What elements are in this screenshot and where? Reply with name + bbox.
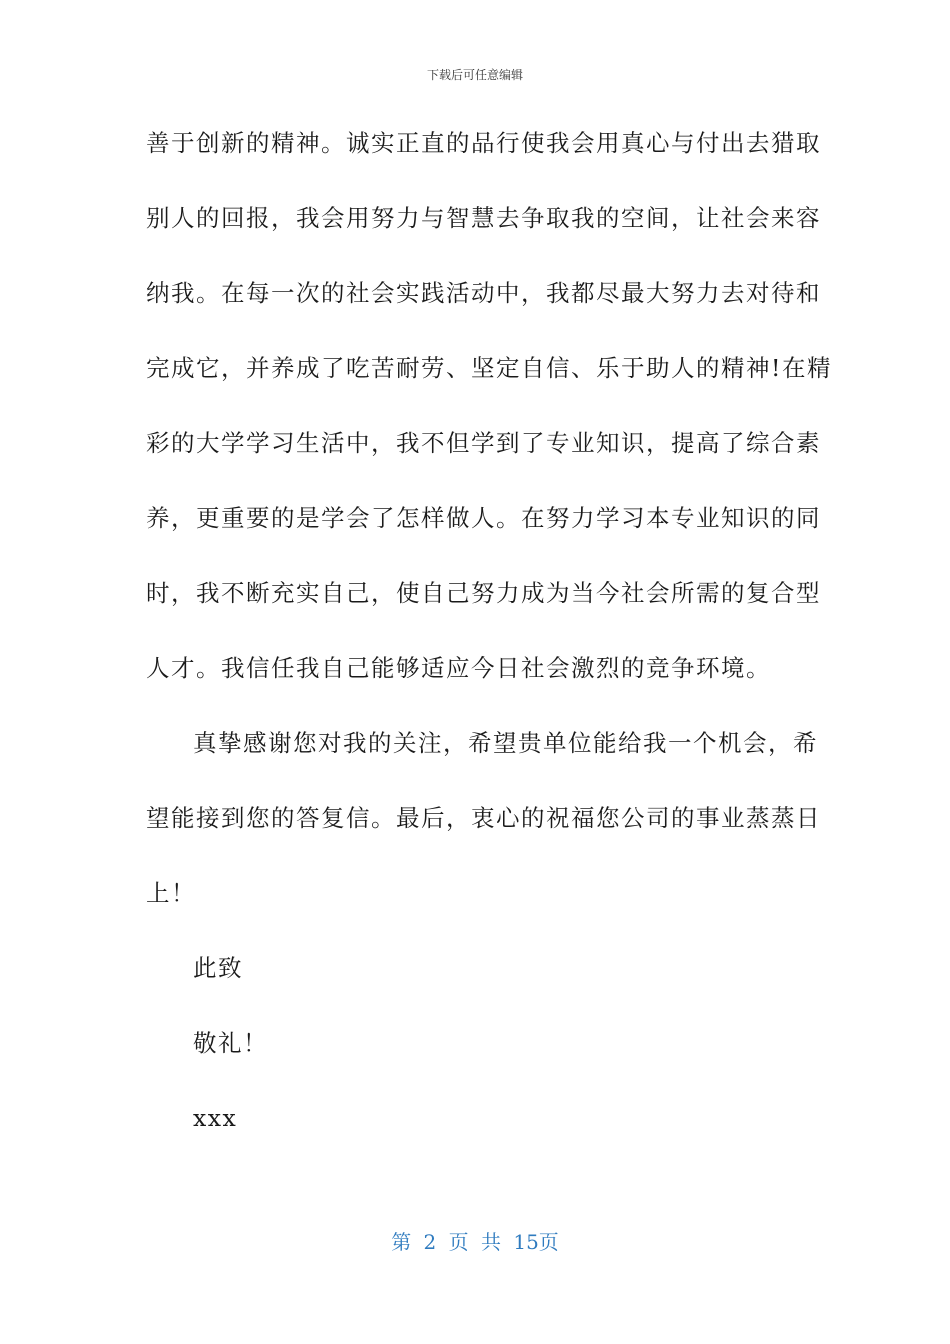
paragraph-line: 上！ <box>146 879 196 907</box>
page-number: 第 2 页 共 15页 <box>391 1230 559 1254</box>
paragraph-line: 真挚感谢您对我的关注，希望贵单位能给我一个机会，希 <box>193 729 818 757</box>
paragraph-line: 别人的回报，我会用努力与智慧去争取我的空间，让社会来容 <box>146 204 821 232</box>
page-header: 下载后可任意编辑 <box>426 68 523 82</box>
paragraph-line: 善于创新的精神。诚实正直的品行使我会用真心与付出去猎取 <box>146 129 821 157</box>
paragraph-line: 纳我。在每一次的社会实践活动中，我都尽最大努力去对待和 <box>146 279 821 307</box>
paragraph-line: 人才。我信任我自己能够适应今日社会激烈的竞争环境。 <box>146 654 771 682</box>
paragraph-line: 完成它，并养成了吃苦耐劳、坚定自信、乐于助人的精神!在精 <box>146 354 832 382</box>
paragraph-line: 彩的大学学习生活中，我不但学到了专业知识，提高了综合素 <box>146 429 821 457</box>
closing-regards: 敬礼！ <box>193 1029 268 1057</box>
closing-salutation: 此致 <box>193 954 243 982</box>
paragraph-line: 时，我不断充实自己，使自己努力成为当今社会所需的复合型 <box>146 579 821 607</box>
paragraph-line: 望能接到您的答复信。最后，衷心的祝福您公司的事业蒸蒸日 <box>146 804 821 832</box>
paragraph-line: 养，更重要的是学会了怎样做人。在努力学习本专业知识的同 <box>146 504 821 532</box>
signature: xxx <box>193 1104 238 1132</box>
